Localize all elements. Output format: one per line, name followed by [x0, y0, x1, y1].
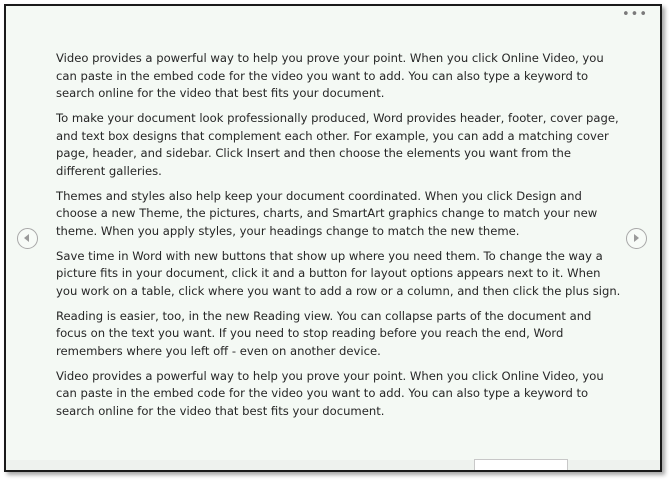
paragraph: Reading is easier, too, in the new Reading view. You can collapse parts of the document and focus on the text you want. If you need to stop reading before you reach the end, Word remembers where you left off - even on another device.: [56, 308, 592, 358]
next-page-button[interactable]: [626, 228, 647, 249]
paragraph: Themes and styles also help keep your document coordinated. When you click Design and choose a new Theme, the pictures, charts, and SmartArt graphics change to match your new theme. When you apply styles, your headings change to match the new theme.: [56, 188, 598, 238]
paragraph: Save time in Word with new buttons that show up where you need them. To change the way a picture fits in your document, click it and a button for layout options appears next to it. When you work on a table, click where you want to add a row or a column, and then click the plus sign.: [56, 248, 621, 298]
paragraph: To make your document look professionally produced, Word provides header, footer, cover page, and text box designs that complement each other. For example, you can add a matching cover page, header, and sidebar. Click Insert and then choose the elements you want from the different galleries.: [56, 111, 619, 178]
paragraph: Video provides a powerful way to help you prove your point. When you click Online Video, you can paste in the embed code for the video you want to add. You can also type a keyword to search online for the video that best fits your document.: [56, 51, 604, 100]
page-position-indicator[interactable]: [474, 459, 568, 470]
previous-page-button[interactable]: [17, 228, 38, 249]
paragraph: Video provides a powerful way to help you prove your point. When you click Online Video, you can paste in the embed code for the video you want to add. You can also type a keyword to search online for the video that best fits your document.: [56, 368, 604, 418]
chevron-left-icon: [18, 229, 36, 247]
more-options-icon[interactable]: •••: [621, 7, 648, 22]
chevron-right-icon: [627, 229, 645, 247]
reading-view-window: [4, 4, 662, 472]
document-text: [56, 50, 621, 428]
